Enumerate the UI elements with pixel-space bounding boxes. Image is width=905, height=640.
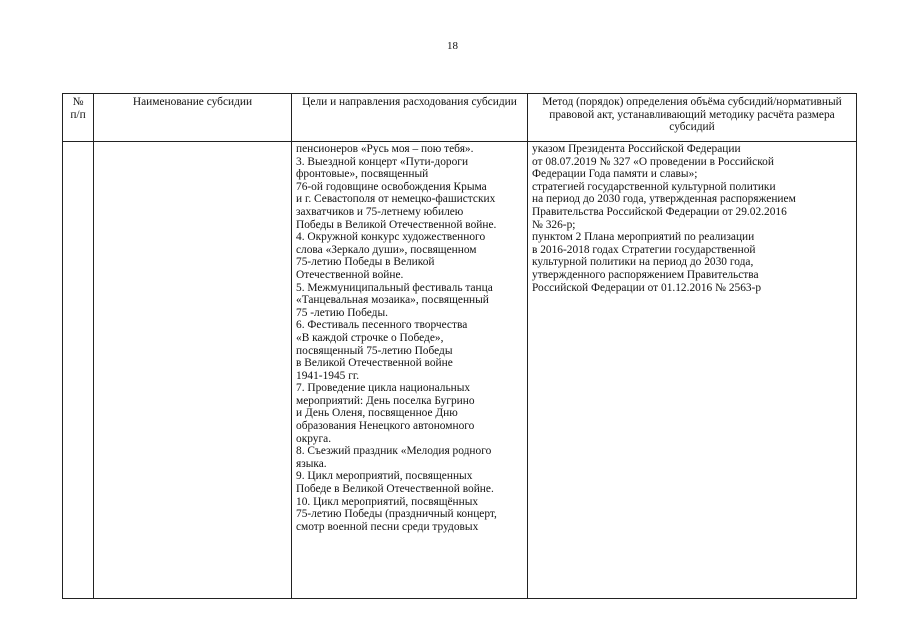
cell-num <box>63 142 94 599</box>
text-line: и День Оленя, посвященное Дню <box>296 407 458 420</box>
text-line: «В каждой строчке о Победе», <box>296 331 444 344</box>
subsidy-table <box>62 93 857 599</box>
text-line: Победы в Великой Отечественной войне. <box>296 218 497 231</box>
text-line: в Великой Отечественной войне <box>296 357 453 370</box>
text-line: культурной политики на период до 2030 года, <box>532 256 754 269</box>
text-line: 3. Выездной концерт «Пути-дороги <box>296 155 469 168</box>
text-line: 8. Съезжий праздник «Мелодия родного <box>296 445 492 458</box>
text-line: и г. Севастополя от немецко-фашистских <box>296 193 496 206</box>
text-line: № 326-р; <box>532 218 576 231</box>
text-line: фронтовые», посвященный <box>296 168 429 181</box>
cell-goals <box>292 142 528 599</box>
text-line: 75-летию Победы (праздничный концерт, <box>296 508 497 521</box>
text-line: посвященный 75-летию Победы <box>296 344 453 357</box>
text-line: 7. Проведение цикла национальных <box>296 382 471 395</box>
text-line: Правительства Российской Федерации от 29.02.2016 <box>532 205 787 218</box>
text-line: 6. Фестиваль песенного творчества <box>296 319 468 332</box>
table-row <box>63 142 857 599</box>
text-line: утвержденного распоряжением Правительства <box>532 268 759 281</box>
text-line: 10. Цикл мероприятий, посвящённых <box>296 495 479 508</box>
page-number: 18 <box>447 40 458 52</box>
text-line: «Танцевальная мозаика», посвященный <box>296 294 489 307</box>
text-line: 1941-1945 гг. <box>296 369 360 382</box>
text-line: пенсионеров «Русь моя – пою тебя». <box>296 143 474 155</box>
text-line: на период до 2030 года, утвержденная распоряжением <box>532 193 796 206</box>
text-line: смотр военной песни среди трудовых <box>296 520 479 533</box>
text-line: 75 -летию Победы. <box>296 306 388 319</box>
text-line: округа. <box>296 432 332 445</box>
text-line: пунктом 2 Плана мероприятий по реализации <box>532 231 755 244</box>
text-line: слова «Зеркало души», посвященном <box>296 243 477 256</box>
header-num: № п/п <box>63 94 94 142</box>
text-line: Федерации Года памяти и славы»; <box>532 168 698 181</box>
header-name: Наименование субсидии <box>94 94 292 142</box>
text-line: захватчиков и 75-летнему юбилею <box>296 205 464 218</box>
header-goals: Цели и направления расходования субсидии <box>292 94 528 142</box>
text-line: в 2016-2018 годах Стратегии государственной <box>532 243 756 256</box>
text-line: образования Ненецкого автономного <box>296 420 475 433</box>
text-line: мероприятий: День поселка Бугрино <box>296 394 475 407</box>
text-line: указом Президента Российской Федерации <box>532 143 741 155</box>
text-line: стратегией государственной культурной политики <box>532 180 776 193</box>
header-method: Метод (порядок) определения объёма субсидий/нормативный правовой акт, устанавливающий методику расчёта размера субсидий <box>528 94 857 142</box>
text-line: от 08.07.2019 № 327 «О проведении в Российской <box>532 155 774 168</box>
table-header-row <box>63 94 857 142</box>
text-line: 9. Цикл мероприятий, посвященных <box>296 470 473 483</box>
text-line: 4. Окружной конкурс художественного <box>296 231 486 244</box>
text-line: Российской Федерации от 01.12.2016 № 2563-р <box>532 281 762 294</box>
text-line: 75-летию Победы в Великой <box>296 256 435 269</box>
text-line: Победе в Великой Отечественной войне. <box>296 483 494 496</box>
text-line: языка. <box>296 457 327 470</box>
cell-name <box>94 142 292 599</box>
text-line: 5. Межмуниципальный фестиваль танца <box>296 281 493 294</box>
text-line: 76-ой годовщине освобождения Крыма <box>296 180 487 193</box>
cell-method <box>528 142 857 599</box>
text-line: Отечественной войне. <box>296 268 404 281</box>
